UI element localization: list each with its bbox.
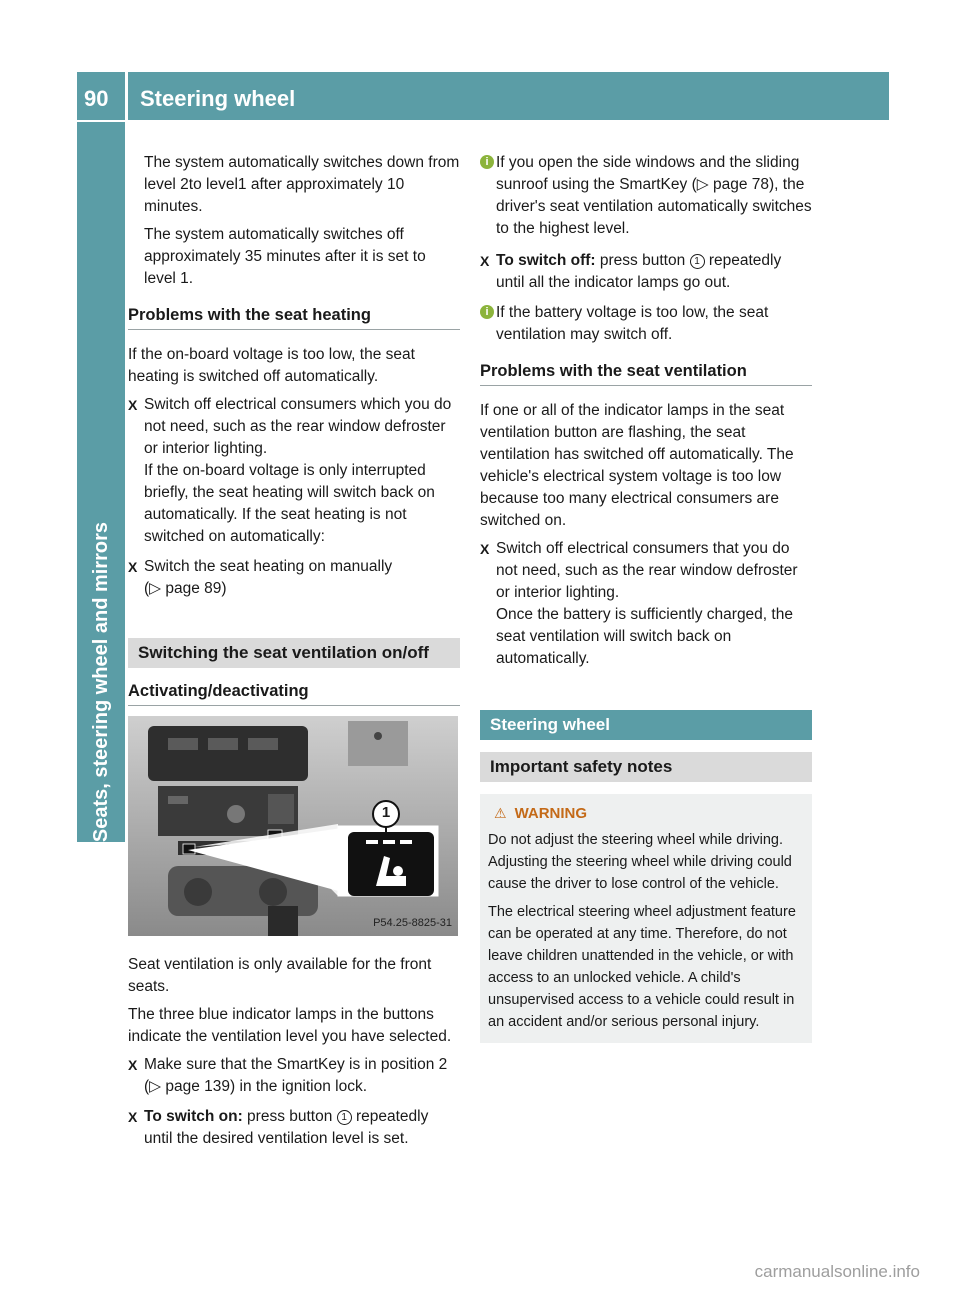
figure-code: P54.25-8825-31	[373, 917, 452, 929]
ventilation-problem-paragraph: If one or all of the indicator lamps in the seat ventilation button are flashing, the seat ventilation has switched off automatically. The vehicle's electrical system voltage is too low because too many electrical consumers are switched on.	[480, 402, 794, 529]
heading-problems-heating: Problems with the seat heating	[128, 304, 460, 330]
ventilation-button-figure	[128, 716, 458, 936]
step-text: press button	[242, 1108, 337, 1125]
warning-box	[480, 794, 812, 1043]
intro-text-1: The system automatically switches down from level 2to level1 after approximately 10 minutes.	[144, 154, 460, 215]
step-marker-icon: X	[128, 559, 138, 575]
heading-problems-ventilation: Problems with the seat ventilation	[480, 360, 812, 386]
step-marker-icon: X	[128, 397, 138, 413]
figure-callout-number: 1	[381, 804, 391, 821]
dashboard-illustration	[128, 716, 458, 936]
side-tab-label: Seats, steering wheel and mirrors	[89, 521, 112, 842]
info-note-battery	[480, 302, 812, 346]
ventilation-paragraph-2: The three blue indicator lamps in the buttons indicate the ventilation level you have selected.	[128, 1006, 452, 1045]
info-text: If you open the side windows and the sliding sunroof using the SmartKey (▷ page 78), the driver's seat ventilation automatically switches to the highest level.	[496, 154, 812, 237]
step-marker-icon: X	[128, 1057, 138, 1073]
warning-label: WARNING	[514, 805, 588, 822]
intro-text-2: The system automatically switches off approximately 35 minutes after it is set to level 1.	[144, 226, 426, 287]
heading-steering-wheel: Steering wheel	[480, 710, 812, 740]
step-switch-off-consumers-vent	[480, 538, 812, 670]
step-switch-off	[480, 250, 812, 294]
step-text-continued: repeatedly until all the indicator lamps go out.	[496, 252, 782, 291]
warning-text-1: Do not adjust the steering wheel while driving. Adjusting the steering wheel while driving could cause the driver to lose control of the vehicle.	[488, 832, 792, 892]
step-text-continued: If the on-board voltage is only interrupted briefly, the seat heating will switch back on automatically. If the seat heating is not switched on automatically:	[144, 462, 435, 545]
info-note-smartkey	[480, 152, 812, 240]
step-text: Make sure that the SmartKey is in position 2 (▷ page 139) in the ignition lock.	[144, 1056, 448, 1095]
heating-paragraph: If the on-board voltage is too low, the seat heating is switched off automatically.	[128, 346, 415, 385]
page-reference-link[interactable]: (▷ page 89)	[144, 580, 227, 597]
heading-safety-notes: Important safety notes	[480, 752, 812, 782]
step-text: Switch the seat heating on manually	[144, 558, 393, 575]
step-text: Switch off electrical consumers which you do not need, such as the rear window defroster or interior lighting.	[144, 396, 452, 457]
side-tab-label-wrap	[77, 122, 125, 842]
heading-activating: Activating/deactivating	[128, 680, 460, 706]
step-marker-icon: X	[480, 253, 490, 269]
warning-header	[488, 802, 804, 825]
step-text-continued: Once the battery is sufficiently charged, the seat ventilation will switch back on automatically.	[496, 606, 793, 667]
header-divider	[125, 72, 128, 120]
step-bold-label: To switch off:	[496, 252, 596, 269]
page-number: 90	[84, 86, 109, 111]
heading-ventilation: Switching the seat ventilation on/off	[128, 638, 460, 668]
button-number-icon: 1	[337, 1110, 352, 1125]
info-icon: i	[480, 155, 494, 169]
step-text: press button	[595, 252, 690, 269]
step-text-continued: repeatedly until the desired ventilation level is set.	[144, 1108, 429, 1147]
button-number-icon: 1	[690, 254, 705, 269]
warning-text-2: The electrical steering wheel adjustment feature can be operated at any time. Therefore, do not leave children unattended in the vehicle, or with access to an unlocked vehicle. A child's unsupervised access to a vehicle could result in an accident and/or serious personal injury.	[488, 904, 796, 1030]
step-marker-icon: X	[480, 541, 490, 557]
page-title: Steering wheel	[140, 86, 296, 111]
step-text: Switch off electrical consumers that you do not need, such as the rear window defroster or interior lighting.	[496, 540, 798, 601]
left-column	[128, 152, 460, 1158]
step-switch-on	[128, 1106, 460, 1150]
info-icon: i	[480, 305, 494, 319]
step-bold-label: To switch on:	[144, 1108, 243, 1125]
step-switch-off-consumers	[128, 394, 460, 548]
info-text: If the battery voltage is too low, the seat ventilation may switch off.	[496, 304, 769, 343]
step-smartkey-position	[128, 1054, 460, 1098]
ventilation-paragraph-1: Seat ventilation is only available for the front seats.	[128, 956, 432, 995]
right-column	[480, 152, 812, 1043]
watermark: carmanualsonline.info	[754, 1262, 920, 1281]
step-marker-icon: X	[128, 1109, 138, 1125]
step-switch-heating-manually	[128, 556, 460, 600]
warning-triangle-icon: ⚠	[494, 805, 507, 821]
